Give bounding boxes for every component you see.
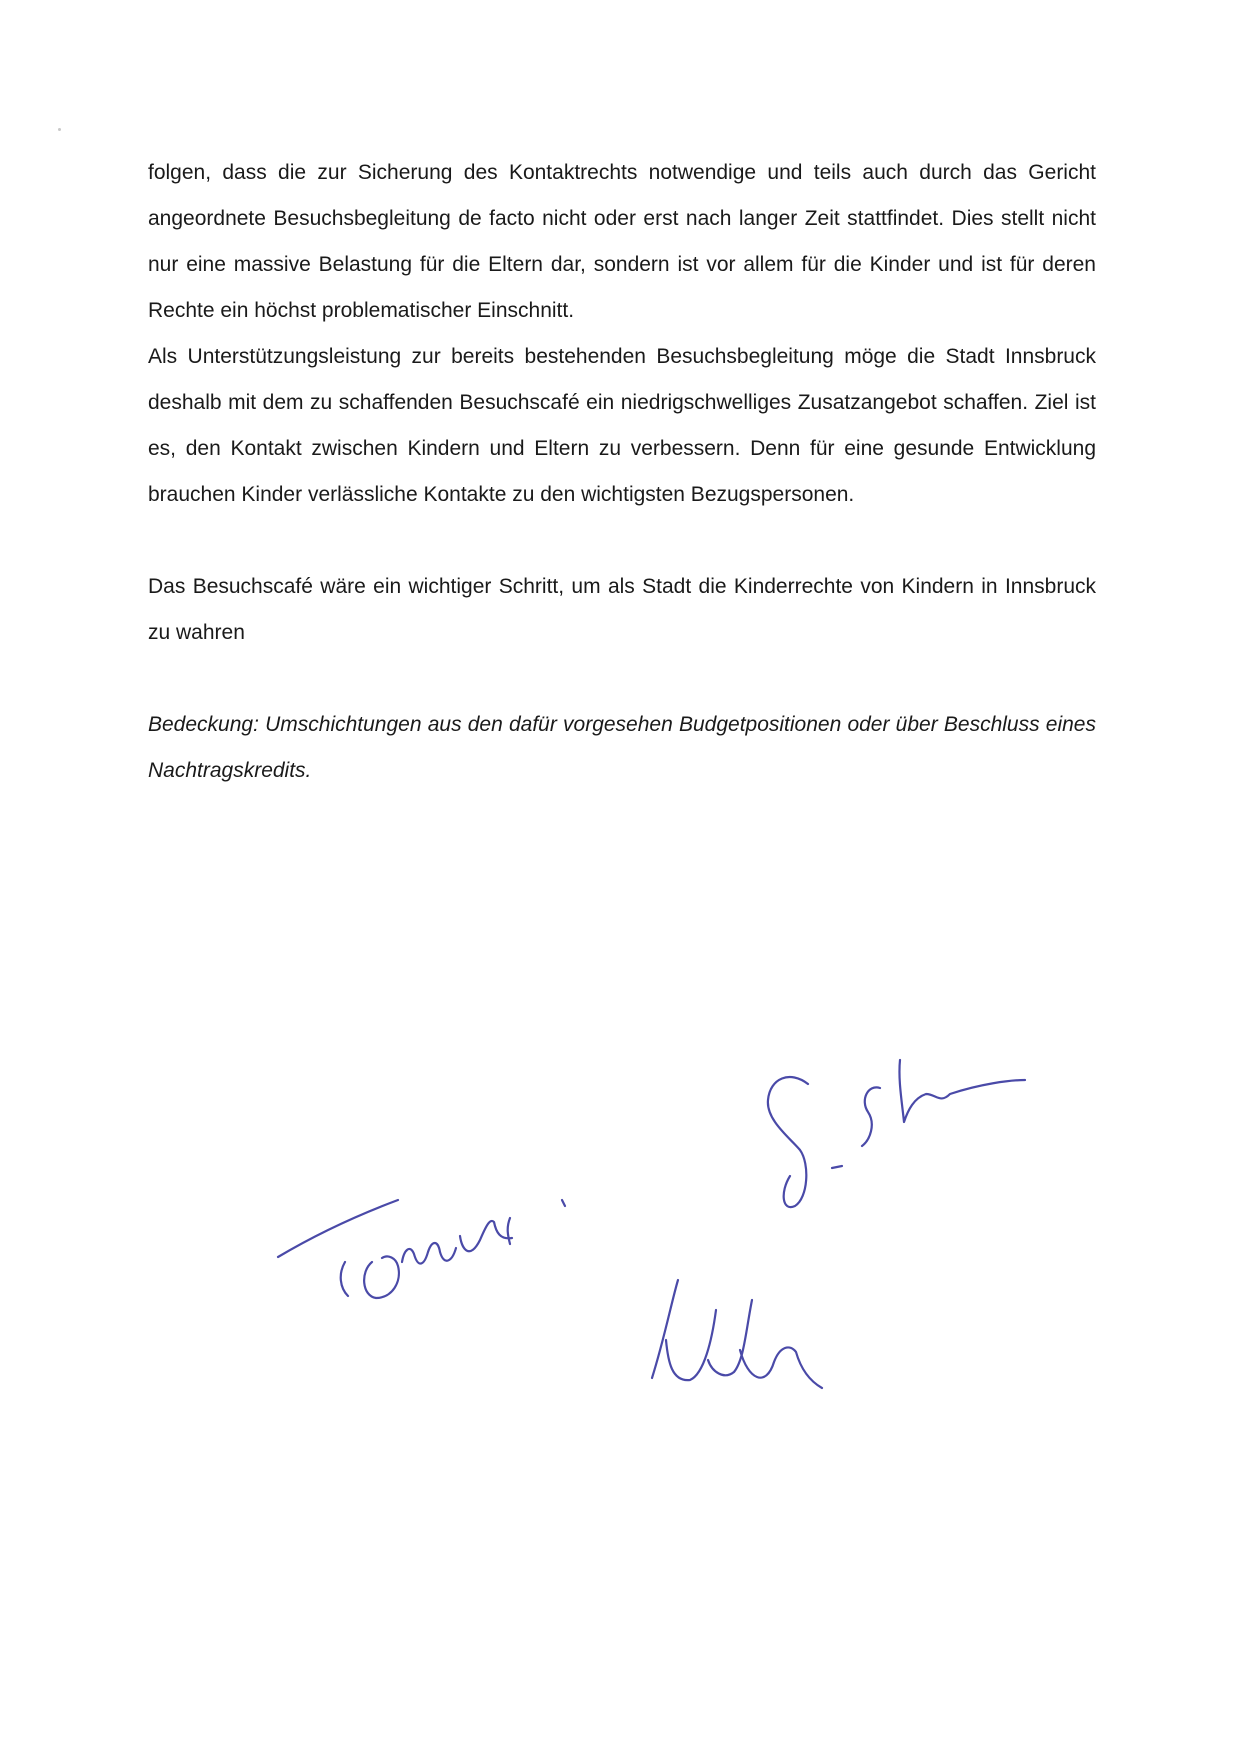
paragraph-spacer xyxy=(148,518,1096,564)
signature-upper-right xyxy=(768,1060,1025,1207)
document-body xyxy=(148,150,1096,794)
paragraph-childrens-rights: Das Besuchscafé wäre ein wichtiger Schritt, um als Stadt die Kinderrechte von Kindern in Innsbruck zu wahren xyxy=(148,575,1096,644)
paragraph-spacer xyxy=(148,656,1096,702)
paragraph-visiting-cafe-proposal: Als Unterstützungsleistung zur bereits bestehenden Besuchsbegleitung möge die Stadt Innsbruck deshalb mit dem zu schaffenden Besuchscafé ein niedrigschwelliges Zusatzangebot schaffen. Ziel ist es, den Kontakt zwischen Kindern und Eltern zu verbessern. Denn für eine gesunde Entwicklung brauchen Kinder verlässliche Kontakte zu den wichtigsten Bezugspersonen. xyxy=(148,345,1096,506)
coverage-note: Bedeckung: Umschichtungen aus den dafür vorgesehen Budgetpositionen oder über Beschluss eines Nachtragskredits. xyxy=(148,713,1096,782)
signature-left xyxy=(278,1200,565,1298)
signature-lower-right xyxy=(652,1280,822,1388)
scan-speck xyxy=(58,128,61,131)
paragraph-contact-rights: folgen, dass die zur Sicherung des Kontaktrechts notwendige und teils auch durch das Gericht angeordnete Besuchsbegleitung de facto nicht oder erst nach langer Zeit stattfindet. Dies stellt nicht nur eine massive Belastung für die Eltern dar, sondern ist vor allem für die Kinder und ist für deren Rechte ein höchst problematischer Einschnitt. xyxy=(148,161,1096,322)
